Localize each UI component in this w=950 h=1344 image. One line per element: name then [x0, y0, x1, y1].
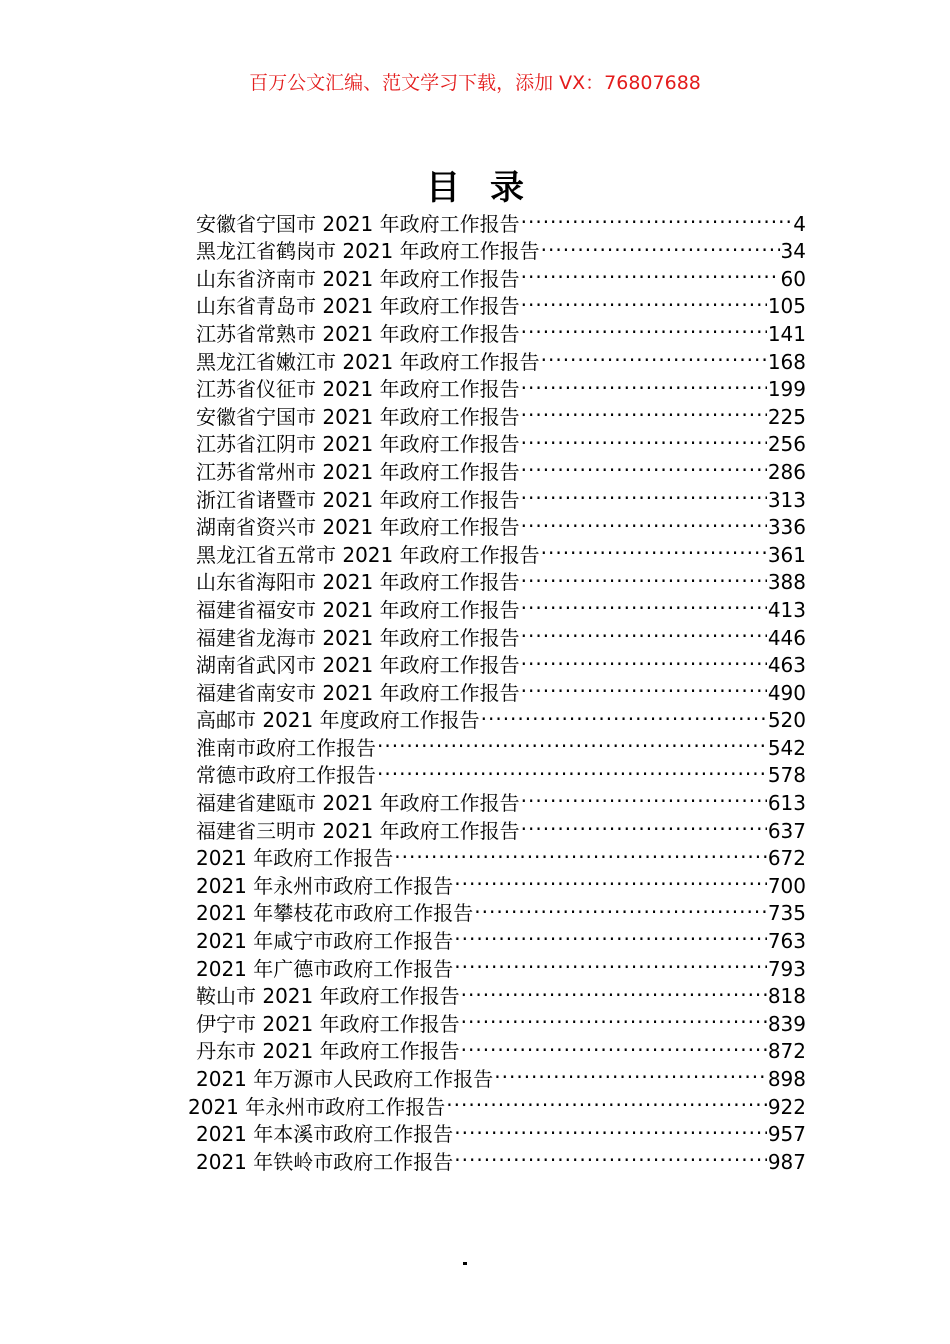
toc-entry-label: 淮南市政府工作报告: [196, 735, 376, 760]
toc-entry-page: 957: [767, 1122, 806, 1147]
dot-leader: [494, 1058, 767, 1086]
toc-entry-label: 黑龙江省嫩江市 2021 年政府工作报告: [196, 349, 540, 374]
toc-entry-page: 446: [767, 625, 806, 650]
toc-entry-label: 伊宁市 2021 年政府工作报告: [196, 1011, 460, 1036]
dot-leader: [521, 589, 767, 617]
toc-entry-label: 黑龙江省鹤岗市 2021 年政府工作报告: [196, 239, 540, 264]
toc-entry-page: 256: [767, 432, 806, 457]
toc-entry-page: 361: [767, 542, 806, 567]
toc-entry-page: 388: [767, 570, 806, 595]
dot-leader: [377, 727, 767, 755]
dot-leader: [521, 782, 767, 810]
toc-entry-label: 福建省建瓯市 2021 年政府工作报告: [196, 791, 520, 816]
dot-leader: [521, 479, 767, 507]
dot-leader: [454, 1114, 767, 1142]
toc-entry-label: 福建省龙海市 2021 年政府工作报告: [196, 625, 520, 650]
toc-entry-label: 湖南省武冈市 2021 年政府工作报告: [196, 653, 520, 678]
toc-entry-label: 安徽省宁国市 2021 年政府工作报告: [196, 211, 520, 236]
toc-entry-page: 922: [767, 1094, 806, 1119]
dot-leader: [446, 1086, 767, 1114]
dot-leader: [377, 755, 767, 783]
toc-entry-page: 141: [767, 321, 806, 346]
dot-leader: [521, 369, 767, 397]
page-footer-mark: [463, 1262, 467, 1265]
dot-leader: [454, 948, 767, 976]
toc-entry-page: 168: [767, 349, 806, 374]
toc-entry-page: 637: [767, 818, 806, 843]
dot-leader: [461, 1031, 767, 1059]
toc-entry-label: 丹东市 2021 年政府工作报告: [196, 1039, 460, 1064]
toc-entry-page: 839: [767, 1011, 806, 1036]
toc-entry-label: 黑龙江省五常市 2021 年政府工作报告: [196, 542, 540, 567]
dot-leader: [541, 231, 780, 259]
dot-leader: [521, 810, 767, 838]
toc-title: 目录: [426, 168, 554, 208]
toc-entry-label: 福建省福安市 2021 年政府工作报告: [196, 597, 520, 622]
toc-entry-label: 鞍山市 2021 年政府工作报告: [196, 984, 460, 1009]
toc-entry-page: 793: [767, 956, 806, 981]
toc-entry-page: 60: [780, 266, 806, 291]
toc-entry-page: 763: [767, 929, 806, 954]
toc-entry-label: 福建省南安市 2021 年政府工作报告: [196, 680, 520, 705]
toc-entry[interactable]: [196, 203, 806, 236]
toc-entry-page: 336: [767, 515, 806, 540]
toc-entry-page: 34: [780, 239, 806, 264]
toc-entry-label: 2021 年咸宁市政府工作报告: [196, 929, 454, 954]
toc-entry-label: 2021 年本溪市政府工作报告: [196, 1122, 454, 1147]
toc-entry-label: 福建省三明市 2021 年政府工作报告: [196, 818, 520, 843]
toc-entry-label: 2021 年政府工作报告: [196, 846, 394, 871]
toc-entry-label: 浙江省诸暨市 2021 年政府工作报告: [196, 487, 520, 512]
toc-entry-page: 735: [767, 901, 806, 926]
dot-leader: [481, 700, 767, 728]
dot-leader: [521, 396, 767, 424]
toc-entry-label: 2021 年万源市人民政府工作报告: [196, 1067, 494, 1091]
toc-entry-label: 湖南省资兴市 2021 年政府工作报告: [196, 515, 520, 540]
dot-leader: [521, 258, 780, 286]
toc-entry-page: 225: [767, 404, 806, 429]
toc-entry-page: 105: [767, 294, 806, 319]
toc-entry-label: 常德市政府工作报告: [196, 763, 376, 788]
toc-entry-page: 413: [767, 597, 806, 622]
toc-entry-page: 578: [767, 763, 806, 788]
toc-entry-page: 490: [767, 680, 806, 705]
dot-leader: [521, 313, 767, 341]
dot-leader: [521, 286, 767, 314]
toc-entry-label: 江苏省仪征市 2021 年政府工作报告: [196, 377, 520, 402]
toc-entry-label: 山东省济南市 2021 年政府工作报告: [196, 266, 520, 291]
toc-entry-page: 542: [767, 735, 806, 760]
toc-entry-label: 高邮市 2021 年度政府工作报告: [196, 708, 480, 733]
dot-leader: [521, 507, 767, 535]
toc-entry-label: 2021 年永州市政府工作报告: [188, 1094, 446, 1119]
toc-entry-label: 2021 年广德市政府工作报告: [196, 956, 454, 981]
toc-entry-label: 2021 年攀枝花市政府工作报告: [196, 901, 474, 926]
toc-entry-page: 313: [767, 487, 806, 512]
dot-leader: [521, 672, 767, 700]
toc-entry-page: 818: [767, 984, 806, 1009]
header-banner: 百万公文汇编、范文学习下载，添加 VX：76807688: [249, 72, 701, 94]
toc-list: [188, 203, 806, 1174]
dot-leader: [461, 976, 767, 1004]
toc-entry-page: 872: [767, 1039, 806, 1064]
dot-leader: [521, 203, 793, 231]
toc-entry-label: 2021 年永州市政府工作报告: [196, 873, 454, 898]
toc-entry-page: 898: [767, 1067, 806, 1091]
dot-leader: [394, 838, 767, 866]
toc-entry-page: 199: [767, 377, 806, 402]
toc-entry-label: 山东省海阳市 2021 年政府工作报告: [196, 570, 520, 595]
toc-entry-label: 江苏省常州市 2021 年政府工作报告: [196, 459, 520, 484]
dot-leader: [541, 534, 767, 562]
toc-entry-page: 672: [767, 846, 806, 871]
toc-entry-page: 987: [767, 1149, 806, 1174]
dot-leader: [521, 562, 767, 590]
toc-entry-page: 286: [767, 459, 806, 484]
dot-leader: [454, 1141, 767, 1169]
toc-entry-page: 613: [767, 791, 806, 816]
toc-entry-page: 4: [793, 211, 806, 236]
toc-entry-page: 463: [767, 653, 806, 678]
toc-entry-label: 山东省青岛市 2021 年政府工作报告: [196, 294, 520, 319]
toc-entry-label: 安徽省宁国市 2021 年政府工作报告: [196, 404, 520, 429]
dot-leader: [454, 865, 767, 893]
toc-entry-label: 江苏省江阴市 2021 年政府工作报告: [196, 432, 520, 457]
toc-entry-label: 2021 年铁岭市政府工作报告: [196, 1149, 454, 1174]
toc-entry-page: 520: [767, 708, 806, 733]
dot-leader: [521, 451, 767, 479]
dot-leader: [521, 645, 767, 673]
dot-leader: [521, 424, 767, 452]
dot-leader: [474, 893, 767, 921]
toc-entry-label: 江苏省常熟市 2021 年政府工作报告: [196, 321, 520, 346]
dot-leader: [454, 920, 767, 948]
dot-leader: [521, 617, 767, 645]
dot-leader: [541, 341, 767, 369]
dot-leader: [461, 1003, 767, 1031]
toc-entry-page: 700: [767, 873, 806, 898]
